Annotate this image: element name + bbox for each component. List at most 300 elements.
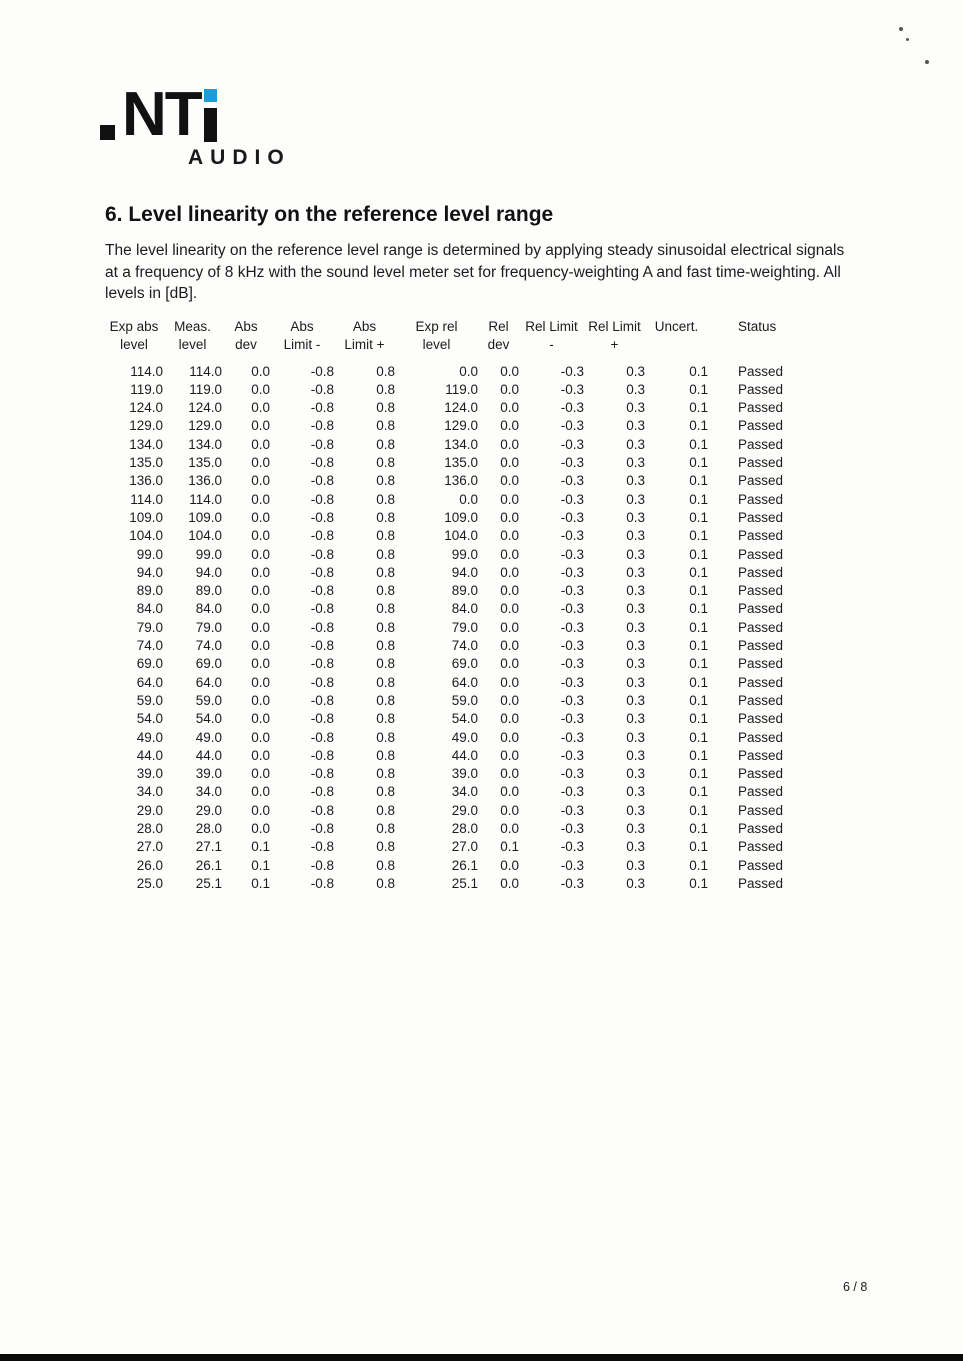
value-cell: 124.0 — [188, 400, 222, 416]
nti-audio-logo — [100, 80, 291, 170]
value-cell: -0.8 — [310, 473, 334, 489]
value-cell: 0.1 — [689, 821, 708, 837]
value-cell: 0.3 — [626, 381, 645, 397]
value-cell: 26.0 — [136, 857, 163, 873]
table-row — [105, 637, 818, 655]
status-cell: Passed — [738, 802, 784, 818]
value-cell: -0.8 — [310, 564, 334, 580]
value-cell: 0.3 — [626, 546, 645, 562]
value-cell: 0.0 — [500, 692, 519, 708]
value-cell: 0.8 — [376, 400, 395, 416]
table-row — [105, 838, 818, 856]
value-cell: 0.3 — [626, 528, 645, 544]
value-cell: 26.1 — [195, 857, 222, 873]
table-row — [105, 674, 818, 692]
logo-square-icon — [100, 125, 115, 140]
column-header: Status — [738, 319, 777, 334]
value-cell: 54.0 — [136, 711, 163, 727]
value-cell: 99.0 — [136, 546, 163, 562]
value-cell: 0.0 — [500, 857, 519, 873]
value-cell: 134.0 — [129, 436, 163, 452]
value-cell: 104.0 — [129, 528, 163, 544]
status-cell: Passed — [738, 363, 784, 379]
table-row — [105, 417, 818, 435]
value-cell: 0.8 — [376, 656, 395, 672]
value-cell: 109.0 — [129, 509, 163, 525]
value-cell: 59.0 — [195, 692, 222, 708]
status-cell: Passed — [738, 381, 784, 397]
value-cell: 0.3 — [626, 711, 645, 727]
value-cell: -0.8 — [310, 491, 334, 507]
value-cell: -0.3 — [560, 747, 584, 763]
value-cell: 104.0 — [444, 528, 478, 544]
value-cell: 29.0 — [195, 802, 222, 818]
value-cell: 74.0 — [195, 638, 222, 654]
value-cell: 0.0 — [251, 381, 270, 397]
logo-letter-i — [201, 88, 219, 142]
value-cell: -0.3 — [560, 363, 584, 379]
value-cell: 25.1 — [195, 875, 222, 891]
value-cell: 0.8 — [376, 839, 395, 855]
value-cell: 64.0 — [195, 674, 222, 690]
table-header-row — [105, 318, 818, 363]
value-cell: 0.8 — [376, 491, 395, 507]
status-cell: Passed — [738, 418, 784, 434]
value-cell: 34.0 — [451, 784, 478, 800]
value-cell: 0.8 — [376, 784, 395, 800]
value-cell: 0.1 — [689, 381, 708, 397]
value-cell: 0.3 — [626, 583, 645, 599]
value-cell: -0.8 — [310, 528, 334, 544]
value-cell: 0.8 — [376, 821, 395, 837]
table-row — [105, 436, 818, 454]
value-cell: 119.0 — [189, 381, 222, 397]
table-row — [105, 381, 818, 399]
value-cell: -0.8 — [310, 455, 334, 471]
value-cell: 0.8 — [376, 381, 395, 397]
value-cell: 0.0 — [251, 802, 270, 818]
value-cell: 0.1 — [689, 583, 708, 599]
value-cell: 0.8 — [376, 875, 395, 891]
value-cell: 0.3 — [626, 729, 645, 745]
value-cell: 25.1 — [451, 875, 478, 891]
value-cell: -0.8 — [310, 656, 334, 672]
value-cell: 49.0 — [195, 729, 222, 745]
table-row — [105, 600, 818, 618]
value-cell: 119.0 — [130, 381, 163, 397]
value-cell: 59.0 — [451, 692, 478, 708]
value-cell: 0.8 — [376, 546, 395, 562]
table-row — [105, 857, 818, 875]
value-cell: 39.0 — [195, 766, 222, 782]
value-cell: -0.3 — [560, 729, 584, 745]
value-cell: -0.3 — [560, 802, 584, 818]
value-cell: 124.0 — [444, 400, 478, 416]
value-cell: -0.8 — [310, 619, 334, 635]
value-cell: 0.0 — [500, 656, 519, 672]
value-cell: -0.3 — [560, 546, 584, 562]
status-cell: Passed — [738, 729, 784, 745]
value-cell: -0.8 — [310, 875, 334, 891]
value-cell: 109.0 — [188, 509, 222, 525]
value-cell: 29.0 — [451, 802, 478, 818]
table-row — [105, 454, 818, 472]
value-cell: 0.0 — [251, 747, 270, 763]
scan-speck — [899, 27, 903, 31]
value-cell: 0.0 — [500, 418, 519, 434]
value-cell: 0.0 — [251, 729, 270, 745]
value-cell: 0.0 — [459, 363, 478, 379]
value-cell: 0.8 — [376, 729, 395, 745]
value-cell: 0.0 — [500, 766, 519, 782]
value-cell: 0.3 — [626, 656, 645, 672]
value-cell: 0.0 — [500, 784, 519, 800]
status-cell: Passed — [738, 711, 784, 727]
value-cell: -0.8 — [310, 821, 334, 837]
value-cell: 0.3 — [626, 491, 645, 507]
value-cell: 0.3 — [626, 821, 645, 837]
value-cell: 0.1 — [689, 692, 708, 708]
value-cell: 39.0 — [136, 766, 163, 782]
value-cell: 54.0 — [451, 711, 478, 727]
value-cell: -0.8 — [310, 729, 334, 745]
value-cell: -0.8 — [310, 747, 334, 763]
value-cell: 54.0 — [195, 711, 222, 727]
value-cell: 0.8 — [376, 509, 395, 525]
status-cell: Passed — [738, 784, 784, 800]
table-row — [105, 509, 818, 527]
table-row — [105, 527, 818, 545]
value-cell: 27.0 — [136, 839, 163, 855]
value-cell: 29.0 — [136, 802, 163, 818]
value-cell: 0.0 — [500, 601, 519, 617]
value-cell: 94.0 — [451, 564, 478, 580]
value-cell: 0.3 — [626, 363, 645, 379]
value-cell: -0.8 — [310, 802, 334, 818]
table-row — [105, 783, 818, 801]
value-cell: -0.8 — [310, 638, 334, 654]
value-cell: -0.3 — [560, 528, 584, 544]
table-row — [105, 399, 818, 417]
value-cell: 0.1 — [689, 436, 708, 452]
value-cell: 0.0 — [500, 509, 519, 525]
value-cell: -0.3 — [560, 821, 584, 837]
value-cell: 0.0 — [459, 491, 478, 507]
value-cell: 0.8 — [376, 619, 395, 635]
value-cell: -0.8 — [310, 766, 334, 782]
value-cell: 0.3 — [626, 473, 645, 489]
value-cell: 0.0 — [500, 619, 519, 635]
value-cell: 0.0 — [251, 601, 270, 617]
value-cell: -0.3 — [560, 509, 584, 525]
value-cell: 136.0 — [129, 473, 163, 489]
column-header: Abs Limit - — [283, 319, 321, 353]
value-cell: -0.3 — [560, 839, 584, 855]
value-cell: -0.3 — [560, 473, 584, 489]
value-cell: 0.0 — [500, 729, 519, 745]
status-cell: Passed — [738, 400, 784, 416]
status-cell: Passed — [738, 436, 784, 452]
value-cell: 0.0 — [500, 638, 519, 654]
value-cell: 135.0 — [129, 455, 163, 471]
status-cell: Passed — [738, 638, 784, 654]
value-cell: 0.3 — [626, 839, 645, 855]
status-cell: Passed — [738, 601, 784, 617]
value-cell: 0.0 — [251, 674, 270, 690]
table-row — [105, 710, 818, 728]
page-number: 6 / 8 — [843, 1280, 868, 1294]
table-row — [105, 802, 818, 820]
value-cell: 0.3 — [626, 875, 645, 891]
value-cell: 74.0 — [451, 638, 478, 654]
value-cell: 0.0 — [251, 564, 270, 580]
status-cell: Passed — [738, 528, 784, 544]
status-cell: Passed — [738, 674, 784, 690]
value-cell: 0.3 — [626, 418, 645, 434]
value-cell: 0.1 — [689, 564, 708, 580]
value-cell: 64.0 — [136, 674, 163, 690]
status-cell: Passed — [738, 473, 784, 489]
value-cell: 0.0 — [500, 528, 519, 544]
value-cell: 0.0 — [251, 638, 270, 654]
value-cell: 0.1 — [689, 711, 708, 727]
value-cell: 0.8 — [376, 674, 395, 690]
value-cell: 44.0 — [136, 747, 163, 763]
value-cell: 0.8 — [376, 583, 395, 599]
value-cell: 0.0 — [500, 875, 519, 891]
status-cell: Passed — [738, 455, 784, 471]
value-cell: -0.8 — [310, 692, 334, 708]
value-cell: 0.1 — [689, 418, 708, 434]
value-cell: 0.3 — [626, 509, 645, 525]
section-body-text: The level linearity on the reference level range is determined by applying steady sinusoidal electrical signals at a frequency of 8 kHz with the sound level meter set for frequency-weighting A and fast time-weighting. All levels in [dB]. — [105, 242, 845, 302]
value-cell: -0.3 — [560, 564, 584, 580]
value-cell: -0.8 — [310, 363, 334, 379]
value-cell: 0.8 — [376, 528, 395, 544]
value-cell: 0.3 — [626, 692, 645, 708]
value-cell: 27.0 — [451, 839, 478, 855]
status-cell: Passed — [738, 491, 784, 507]
status-cell: Passed — [738, 821, 784, 837]
value-cell: 0.0 — [500, 400, 519, 416]
value-cell: -0.3 — [560, 455, 584, 471]
value-cell: 0.8 — [376, 766, 395, 782]
value-cell: 99.0 — [451, 546, 478, 562]
value-cell: 0.1 — [251, 875, 270, 891]
column-header: Rel Limit + — [588, 319, 641, 353]
value-cell: 0.1 — [689, 784, 708, 800]
value-cell: 119.0 — [445, 381, 478, 397]
value-cell: 0.1 — [689, 656, 708, 672]
value-cell: 0.0 — [251, 363, 270, 379]
table-row — [105, 491, 818, 509]
value-cell: 69.0 — [451, 656, 478, 672]
value-cell: 34.0 — [136, 784, 163, 800]
value-cell: 27.1 — [195, 839, 222, 855]
value-cell: 0.8 — [376, 711, 395, 727]
value-cell: 0.3 — [626, 802, 645, 818]
table-row — [105, 747, 818, 765]
value-cell: 0.3 — [626, 564, 645, 580]
linearity-table — [105, 318, 818, 893]
value-cell: 0.1 — [689, 509, 708, 525]
value-cell: 79.0 — [136, 619, 163, 635]
value-cell: 0.0 — [251, 491, 270, 507]
logo-i-stem — [204, 108, 217, 142]
value-cell: 44.0 — [451, 747, 478, 763]
value-cell: 0.0 — [251, 546, 270, 562]
section-level-linearity — [105, 203, 865, 305]
value-cell: 25.0 — [136, 875, 163, 891]
value-cell: -0.8 — [310, 583, 334, 599]
value-cell: -0.3 — [560, 692, 584, 708]
value-cell: 28.0 — [451, 821, 478, 837]
value-cell: 49.0 — [451, 729, 478, 745]
value-cell: 0.0 — [500, 674, 519, 690]
linearity-table-container — [105, 318, 818, 893]
value-cell: 0.0 — [500, 747, 519, 763]
value-cell: 28.0 — [136, 821, 163, 837]
value-cell: 0.3 — [626, 455, 645, 471]
value-cell: 44.0 — [195, 747, 222, 763]
value-cell: 136.0 — [188, 473, 222, 489]
value-cell: 26.1 — [451, 857, 478, 873]
logo-brand-text: NT — [122, 88, 219, 142]
value-cell: 129.0 — [444, 418, 478, 434]
value-cell: 69.0 — [136, 656, 163, 672]
scan-speck — [906, 38, 910, 42]
table-row — [105, 363, 818, 381]
value-cell: -0.3 — [560, 400, 584, 416]
value-cell: 0.0 — [500, 455, 519, 471]
status-cell: Passed — [738, 564, 784, 580]
value-cell: 0.3 — [626, 766, 645, 782]
value-cell: 0.0 — [500, 583, 519, 599]
column-header: Abs dev — [234, 319, 258, 353]
value-cell: 28.0 — [195, 821, 222, 837]
value-cell: -0.3 — [560, 766, 584, 782]
value-cell: 0.1 — [689, 638, 708, 654]
value-cell: 0.0 — [251, 784, 270, 800]
value-cell: 0.0 — [500, 436, 519, 452]
value-cell: -0.3 — [560, 674, 584, 690]
value-cell: 0.1 — [689, 619, 708, 635]
value-cell: 0.8 — [376, 418, 395, 434]
value-cell: 0.1 — [689, 528, 708, 544]
value-cell: -0.8 — [310, 436, 334, 452]
value-cell: -0.3 — [560, 491, 584, 507]
value-cell: -0.3 — [560, 601, 584, 617]
table-row — [105, 875, 818, 893]
value-cell: 0.0 — [251, 583, 270, 599]
value-cell: 0.8 — [376, 564, 395, 580]
value-cell: 0.0 — [251, 509, 270, 525]
value-cell: 114.0 — [189, 491, 222, 507]
table-row — [105, 820, 818, 838]
value-cell: 0.0 — [500, 363, 519, 379]
value-cell: 0.0 — [251, 692, 270, 708]
value-cell: 59.0 — [136, 692, 163, 708]
value-cell: -0.8 — [310, 381, 334, 397]
value-cell: 0.1 — [689, 766, 708, 782]
status-cell: Passed — [738, 583, 784, 599]
value-cell: -0.3 — [560, 875, 584, 891]
linearity-table-body — [105, 363, 818, 894]
value-cell: 84.0 — [195, 601, 222, 617]
value-cell: 0.3 — [626, 638, 645, 654]
value-cell: 0.1 — [689, 491, 708, 507]
value-cell: -0.8 — [310, 509, 334, 525]
value-cell: 0.8 — [376, 857, 395, 873]
table-row — [105, 546, 818, 564]
value-cell: 0.8 — [376, 802, 395, 818]
value-cell: 84.0 — [136, 601, 163, 617]
value-cell: 0.1 — [689, 839, 708, 855]
value-cell: 134.0 — [444, 436, 478, 452]
value-cell: -0.3 — [560, 418, 584, 434]
value-cell: -0.8 — [310, 546, 334, 562]
value-cell: 0.8 — [376, 601, 395, 617]
value-cell: 0.3 — [626, 747, 645, 763]
status-cell: Passed — [738, 656, 784, 672]
value-cell: -0.3 — [560, 711, 584, 727]
value-cell: 0.0 — [500, 564, 519, 580]
value-cell: 0.0 — [500, 473, 519, 489]
value-cell: 0.1 — [689, 546, 708, 562]
value-cell: 0.3 — [626, 400, 645, 416]
value-cell: 0.1 — [689, 455, 708, 471]
section-title: 6. Level linearity on the reference level range — [105, 203, 554, 226]
table-row — [105, 619, 818, 637]
value-cell: 0.0 — [251, 619, 270, 635]
value-cell: 0.8 — [376, 363, 395, 379]
status-cell: Passed — [738, 546, 784, 562]
value-cell: 104.0 — [188, 528, 222, 544]
value-cell: 0.1 — [689, 802, 708, 818]
value-cell: 0.0 — [251, 473, 270, 489]
table-row — [105, 765, 818, 783]
value-cell: 0.1 — [689, 473, 708, 489]
status-cell: Passed — [738, 875, 784, 891]
value-cell: 69.0 — [195, 656, 222, 672]
value-cell: 74.0 — [136, 638, 163, 654]
status-cell: Passed — [738, 509, 784, 525]
value-cell: -0.8 — [310, 857, 334, 873]
value-cell: 114.0 — [189, 363, 222, 379]
column-header: Exp rel level — [415, 319, 458, 353]
value-cell: 0.8 — [376, 747, 395, 763]
value-cell: 0.1 — [689, 875, 708, 891]
value-cell: 94.0 — [195, 564, 222, 580]
logo-blue-dot-icon — [204, 89, 217, 102]
status-cell: Passed — [738, 747, 784, 763]
value-cell: 0.3 — [626, 436, 645, 452]
column-header: Exp abs level — [109, 319, 159, 353]
scan-speck — [925, 60, 929, 64]
value-cell: -0.8 — [310, 784, 334, 800]
value-cell: 0.3 — [626, 619, 645, 635]
value-cell: 0.1 — [689, 729, 708, 745]
value-cell: -0.3 — [560, 381, 584, 397]
value-cell: 0.0 — [251, 528, 270, 544]
value-cell: 124.0 — [129, 400, 163, 416]
value-cell: -0.3 — [560, 583, 584, 599]
value-cell: 0.0 — [251, 711, 270, 727]
status-cell: Passed — [738, 692, 784, 708]
value-cell: -0.8 — [310, 400, 334, 416]
value-cell: 0.1 — [251, 857, 270, 873]
value-cell: 135.0 — [444, 455, 478, 471]
